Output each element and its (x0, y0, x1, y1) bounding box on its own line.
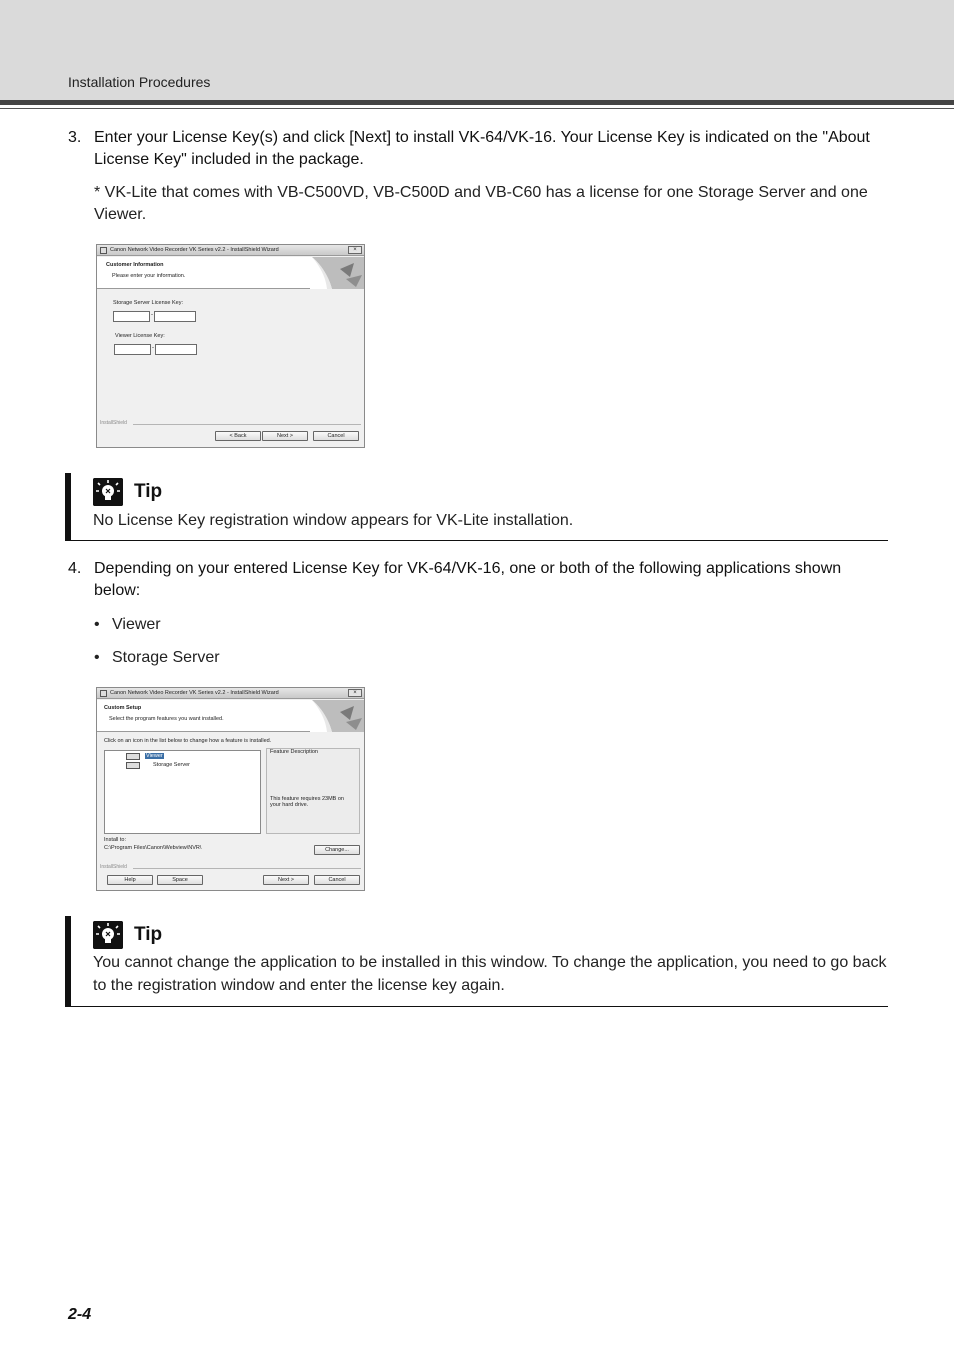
viewer-key-field-1[interactable] (114, 344, 151, 355)
installshield-graphic-icon (310, 257, 364, 289)
lightbulb-icon (93, 921, 123, 949)
dialog-banner (97, 700, 364, 732)
close-icon[interactable]: × (348, 689, 362, 697)
next-button[interactable]: Next > (263, 875, 309, 885)
dialog-titlebar (97, 688, 364, 699)
bullet-text: Storage Server (112, 649, 220, 666)
lightbulb-icon (93, 478, 123, 506)
tip-box-1 (65, 473, 888, 541)
divider (133, 868, 361, 869)
feature-state-icon[interactable] (126, 753, 140, 760)
viewer-key-label: Viewer License Key: (115, 333, 165, 339)
storage-key-field-1[interactable] (113, 311, 150, 322)
bullet-storage-server (94, 647, 220, 669)
step-3-number: 3. (68, 129, 82, 146)
bullet-viewer (94, 614, 161, 636)
install-path: C:\Program Files\Canon\Webview\NVR\ (104, 845, 202, 851)
dialog-banner (97, 257, 364, 289)
space-button[interactable]: Space (157, 875, 203, 885)
cancel-button[interactable]: Cancel (313, 431, 359, 441)
tip-label: Tip (134, 924, 163, 945)
divider (133, 424, 361, 425)
step-3-note: * VK-Lite that comes with VB-C500VD, VB-C500D and VB-C60 has a license for one Storage Server and one Viewer. (94, 184, 868, 223)
storage-key-label: Storage Server License Key: (113, 300, 184, 306)
dialog-titlebar (97, 245, 364, 256)
feature-storage-server[interactable]: Storage Server (153, 762, 190, 768)
dialog-title: Canon Network Video Recorder VK Series v2.2 - InstallShield Wizard (110, 247, 279, 253)
installshield-brand: InstallShield (100, 420, 127, 426)
dialog-heading: Customer Information (106, 262, 164, 268)
tip-label: Tip (134, 481, 163, 502)
installshield-graphic-icon (310, 700, 364, 732)
change-button[interactable]: Change... (314, 845, 360, 855)
install-to-label: Install to: (104, 837, 127, 843)
tip-text: You cannot change the application to be installed in this window. To change the application, you need to go back to the registration window and enter the license key again. (93, 954, 887, 994)
feature-description-label: Feature Description (270, 749, 318, 755)
step-3 (68, 127, 884, 171)
step-4-number: 4. (68, 560, 82, 577)
feature-state-icon[interactable] (126, 762, 140, 769)
viewer-key-field-2[interactable] (155, 344, 197, 355)
installer-icon (100, 247, 107, 254)
section-title: Installation Procedures (68, 74, 211, 90)
step-3-text: Enter your License Key(s) and click [Next] to install VK-64/VK-16. Your License Key is indicated on the "About License Key" included in the package. (94, 129, 870, 168)
storage-key-field-2[interactable] (154, 311, 196, 322)
close-icon[interactable]: × (348, 246, 362, 254)
page-number: 2-4 (68, 1306, 92, 1323)
dialog-heading: Custom Setup (104, 705, 142, 711)
installer-icon (100, 690, 107, 697)
bullet-mark: • (94, 649, 100, 666)
step-4-text: Depending on your entered License Key for VK-64/VK-16, one or both of the following applications shown below: (94, 560, 842, 599)
help-button[interactable]: Help (107, 875, 153, 885)
next-button[interactable]: Next > (262, 431, 308, 441)
custom-setup-dialog (96, 687, 365, 891)
customer-information-dialog (96, 244, 365, 448)
feature-requirement: This feature requires 23MB on your hard drive. (270, 796, 344, 808)
feature-description-panel (266, 748, 360, 834)
header-divider (0, 100, 954, 105)
dialog-title: Canon Network Video Recorder VK Series v2.2 - InstallShield Wizard (110, 690, 279, 696)
installshield-brand: InstallShield (100, 864, 127, 870)
key-separator: - (151, 312, 153, 318)
step-4 (68, 558, 884, 602)
cancel-button[interactable]: Cancel (314, 875, 360, 885)
feature-viewer[interactable]: Viewer (146, 753, 163, 759)
tip-text: No License Key registration window appears for VK-Lite installation. (93, 512, 574, 529)
bullet-mark: • (94, 616, 100, 633)
back-button[interactable]: < Back (215, 431, 261, 441)
key-separator: - (152, 345, 154, 351)
dialog-subheading: Please enter your information. (112, 273, 186, 279)
header-divider-thin (0, 108, 954, 109)
feature-tree (104, 750, 261, 834)
instruction-text: Click on an icon in the list below to change how a feature is installed. (104, 738, 272, 744)
bullet-text: Viewer (112, 616, 161, 633)
tip-box-2 (65, 916, 888, 1007)
dialog-subheading: Select the program features you want installed. (109, 716, 224, 722)
